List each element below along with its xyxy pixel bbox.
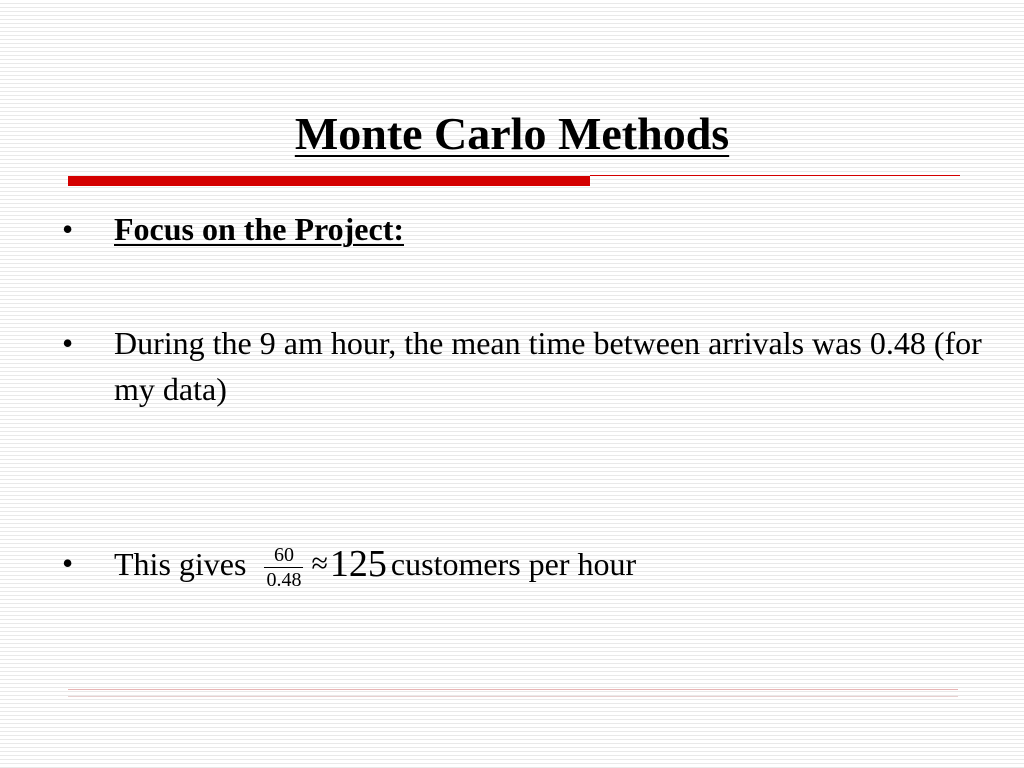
fraction-denominator: 0.48	[266, 569, 302, 591]
title-rule-thin	[590, 175, 960, 176]
bullet-item-customers	[114, 540, 994, 591]
fraction-numerator: 60	[273, 544, 294, 566]
title-rule-thick	[68, 176, 590, 186]
fraction	[264, 544, 303, 591]
bullet-marker: •	[62, 545, 74, 581]
approx-symbol: ≈	[311, 546, 328, 580]
footer-rule	[68, 696, 958, 697]
slide-title: Monte Carlo Methods	[294, 108, 730, 159]
bullet-marker: •	[62, 325, 74, 361]
bullet-item-mean-time: During the 9 am hour, the mean time between arrivals was 0.48 (for my data)	[114, 325, 982, 407]
bullet-heading-text: Focus on the Project:	[114, 211, 404, 247]
fraction-bar	[264, 567, 303, 568]
footer-rule	[68, 689, 958, 690]
bullet-marker: •	[62, 211, 74, 247]
approx-value: 125	[329, 542, 387, 585]
bullet-suffix-text: customers per hour	[390, 545, 637, 582]
bullet-item-focus	[114, 206, 994, 252]
bullet-prefix-text: This gives	[114, 545, 247, 582]
